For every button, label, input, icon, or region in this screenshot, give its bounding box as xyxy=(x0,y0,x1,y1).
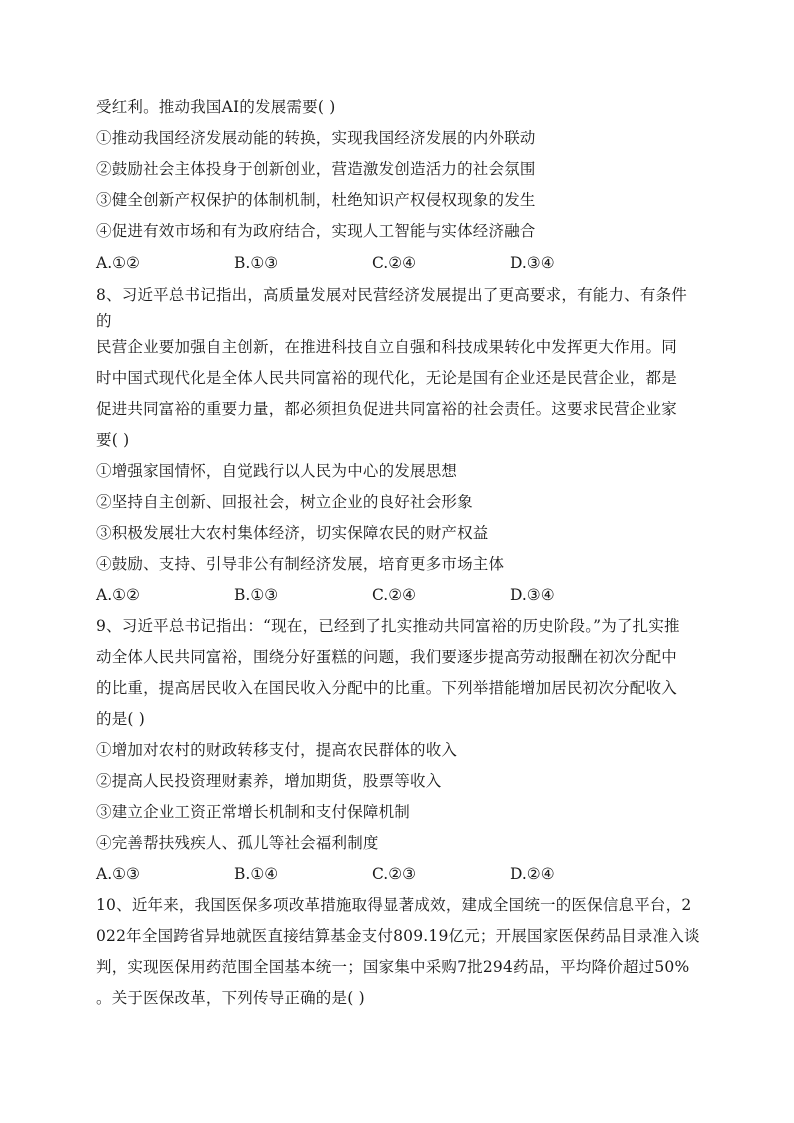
q7-item-2: ②鼓励社会主体投身于创新创业，营造激发创造活力的社会氛围 xyxy=(96,160,536,178)
q8-item-3: ③积极发展壮大农村集体经济，切实保障农民的财产权益 xyxy=(96,524,489,542)
q10-stem-line-2: 022年全国跨省异地就医直接结算基金支付809.19亿元；开展国家医保药品目录准入谈 xyxy=(96,927,700,945)
q8-stem-line-4: 时中国式现代化是全体人民共同富裕的现代化，无论是国有企业还是民营企业，都是 xyxy=(96,369,677,387)
q8-stem-line-1: 8、习近平总书记指出，高质量发展对民营经济发展提出了更高要求，有能力、有条件 xyxy=(96,286,687,304)
q8-stem-line-3: 民营企业要加强自主创新，在推进科技自立自强和科技成果转化中发挥更大作用。同 xyxy=(96,338,677,356)
q9-stem-line-4: 的是( ) xyxy=(96,710,146,728)
q7-option-b: B.①③ xyxy=(234,254,279,272)
q9-stem-line-2: 动全体人民共同富裕，围绕分好蛋糕的问题，我们要逐步提高劳动报酬在初次分配中 xyxy=(96,648,677,666)
q7-option-d: D.③④ xyxy=(510,254,555,272)
q8-stem-line-5: 促进共同富裕的重要力量，都必须担负促进共同富裕的社会责任。这要求民营企业家 xyxy=(96,400,677,418)
q9-option-a: A.①③ xyxy=(96,865,140,883)
q10-stem-line-3: 判，实现医保用药范围全国基本统一；国家集中采购7批294药品，平均降价超过50% xyxy=(96,958,690,976)
q8-option-b: B.①③ xyxy=(234,586,279,604)
q9-stem-line-1: 9、习近平总书记指出：“现在，已经到了扎实推动共同富裕的历史阶段。”为了扎实推 xyxy=(96,617,680,635)
q10-stem-line-4: 。关于医保改革，下列传导正确的是( ) xyxy=(96,989,365,1007)
q7-stem-tail: 受红利。推动我国AI的发展需要( ) xyxy=(96,98,336,116)
q8-item-1: ①增强家国情怀，自觉践行以人民为中心的发展思想 xyxy=(96,462,458,480)
q9-item-4: ④完善帮扶残疾人、孤儿等社会福利制度 xyxy=(96,834,379,852)
q7-option-a: A.①② xyxy=(96,254,140,272)
q9-item-2: ②提高人民投资理财素养，增加期货，股票等收入 xyxy=(96,772,442,790)
q8-stem-line-6: 要( ) xyxy=(96,431,130,449)
q9-item-1: ①增加对农村的财政转移支付，提高农民群体的收入 xyxy=(96,741,458,759)
q9-stem-line-3: 的比重，提高居民收入在国民收入分配中的比重。下列举措能增加居民初次分配收入 xyxy=(96,679,677,697)
q7-option-c: C.②④ xyxy=(372,254,417,272)
q9-item-3: ③建立企业工资正常增长机制和支付保障机制 xyxy=(96,803,411,821)
q7-item-3: ③健全创新产权保护的体制机制，杜绝知识产权侵权现象的发生 xyxy=(96,191,536,209)
q10-stem-line-1: 10、近年来，我国医保多项改革措施取得显著成效，建成全国统一的医保信息平台，2 xyxy=(96,896,692,914)
q7-item-1: ①推动我国经济发展动能的转换，实现我国经济发展的内外联动 xyxy=(96,129,536,147)
q9-option-d: D.②④ xyxy=(510,865,555,883)
q8-item-2: ②坚持自主创新、回报社会，树立企业的良好社会形象 xyxy=(96,493,473,511)
q8-item-4: ④鼓励、支持、引导非公有制经济发展，培育更多市场主体 xyxy=(96,555,505,573)
q7-item-4: ④促进有效市场和有为政府结合，实现人工智能与实体经济融合 xyxy=(96,222,536,240)
q8-stem-line-2: 的 xyxy=(96,312,112,330)
q8-option-c: C.②④ xyxy=(372,586,417,604)
q9-option-b: B.①④ xyxy=(234,865,279,883)
q9-option-c: C.②③ xyxy=(372,865,417,883)
q8-option-a: A.①② xyxy=(96,586,140,604)
q8-option-d: D.③④ xyxy=(510,586,555,604)
